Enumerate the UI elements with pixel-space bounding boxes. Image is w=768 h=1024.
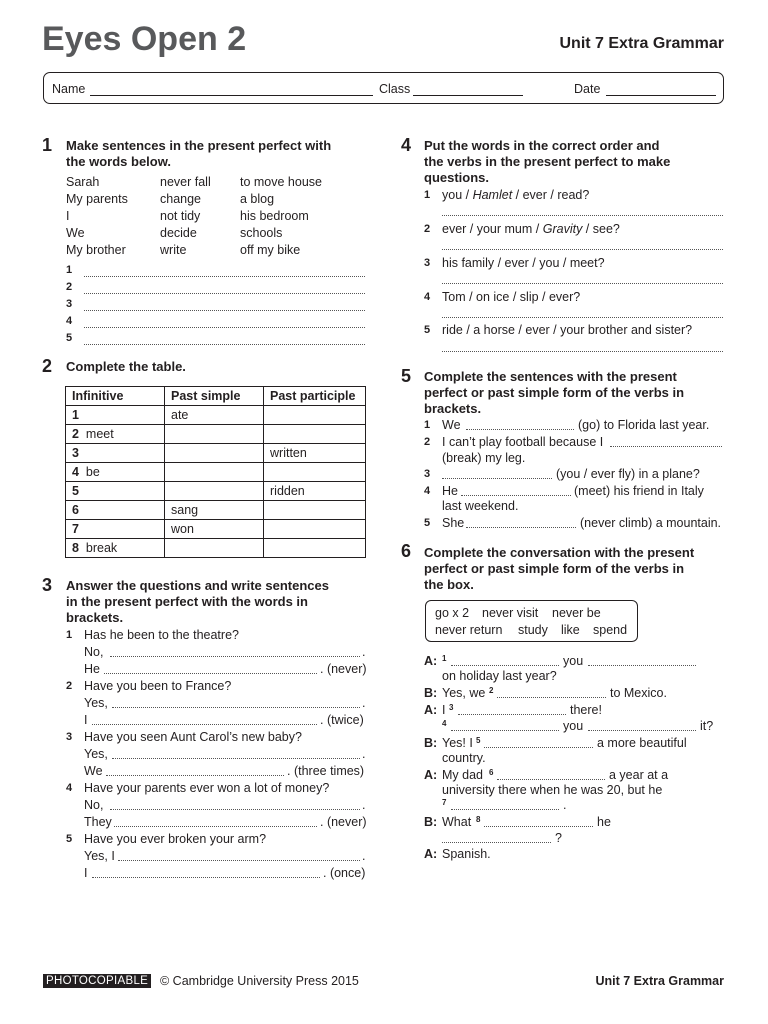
answer-end: . — [362, 849, 366, 863]
photocopiable-badge — [43, 974, 151, 988]
dialogue-text: there! — [570, 703, 602, 717]
table-row — [66, 520, 366, 539]
name-label: Name — [52, 82, 86, 96]
answer-hint: . (three times) — [287, 764, 365, 778]
exercise-5-number: 5 — [401, 366, 412, 386]
word: My parents — [66, 192, 128, 206]
item-number: 5 — [424, 324, 431, 336]
box-word: study — [518, 623, 548, 637]
dialogue-text: What — [442, 815, 472, 829]
table-cell — [66, 501, 165, 520]
instruction-line: brackets. — [424, 401, 482, 416]
prompt-text: you / — [442, 188, 473, 202]
word: never fall — [160, 175, 211, 189]
answer-line[interactable] — [442, 283, 723, 284]
item-number: 1 — [66, 264, 73, 276]
answer-blank[interactable] — [458, 714, 566, 715]
answer-blank[interactable] — [484, 747, 593, 748]
item-number: 5 — [66, 833, 73, 845]
row-number: 8 — [72, 541, 79, 555]
answer-start: We — [84, 764, 103, 778]
row-number: 4 — [72, 465, 79, 479]
sentence-start: She — [442, 516, 465, 530]
dialogue-text: university there when he was 20, but he — [442, 783, 663, 797]
table-cell — [66, 520, 165, 539]
sentence-end: (break) my leg. — [442, 451, 526, 465]
name-field[interactable] — [90, 95, 373, 96]
item-number: 1 — [424, 419, 431, 431]
cell-value: meet — [85, 427, 114, 441]
item-number: 4 — [424, 291, 431, 303]
word: not tidy — [160, 209, 201, 223]
dialogue-text: Spanish. — [442, 847, 491, 861]
answer-line[interactable] — [92, 724, 317, 725]
item-number: 5 — [66, 332, 73, 344]
class-field[interactable] — [413, 95, 523, 96]
table-cell — [66, 406, 165, 425]
box-word: spend — [593, 623, 628, 637]
box-word: never visit — [482, 606, 539, 620]
table-cell[interactable] — [264, 425, 366, 444]
table-row — [66, 482, 366, 501]
instruction-line: Complete the conversation with the present — [424, 545, 695, 560]
answer-end: . — [362, 747, 366, 761]
answer-start: Yes, I — [84, 849, 115, 863]
question-text: Have your parents ever won a lot of money? — [84, 781, 330, 795]
answer-line[interactable] — [442, 215, 723, 216]
cell-value: be — [85, 465, 100, 479]
speaker-label: B: — [424, 686, 438, 700]
instruction-line: Make sentences in the present perfect with — [66, 138, 332, 153]
item-number: 2 — [66, 680, 73, 692]
sentence-end: (never climb) a mountain. — [580, 516, 722, 530]
answer-line[interactable] — [114, 826, 317, 827]
row-number: 2 — [72, 427, 79, 441]
answer-end: . — [362, 645, 366, 659]
item-number: 4 — [66, 782, 73, 794]
item-number: 3 — [424, 468, 431, 480]
column-header: Infinitive — [66, 387, 165, 406]
table-header-row — [66, 387, 366, 406]
speaker-label: B: — [424, 736, 438, 750]
date-field[interactable] — [606, 95, 716, 96]
answer-blank[interactable] — [461, 495, 571, 496]
exercise-2-number: 2 — [42, 356, 53, 376]
instruction-line: the words below. — [66, 154, 171, 169]
answer-blank[interactable] — [451, 665, 559, 666]
dialogue-text: a year at a — [609, 768, 669, 782]
gap-number: 3 — [449, 703, 454, 712]
sentence-end: (go) to Florida last year. — [578, 418, 710, 432]
question-prompt: Tom / on ice / slip / ever? — [442, 290, 581, 304]
gap-number: 7 — [442, 798, 447, 807]
prompt-title: Gravity — [542, 222, 583, 236]
row-number: 7 — [72, 522, 79, 536]
row-number: 3 — [72, 446, 79, 460]
class-label: Class — [379, 82, 411, 96]
speaker-label: A: — [424, 768, 438, 782]
gap-number: 8 — [476, 815, 481, 824]
dialogue-text: you — [563, 654, 584, 668]
answer-line[interactable] — [84, 276, 365, 277]
dialogue-text: . — [563, 798, 567, 812]
table-cell[interactable] — [165, 444, 264, 463]
answer-blank[interactable] — [466, 429, 574, 430]
speaker-label: A: — [424, 703, 438, 717]
table-cell[interactable] — [264, 406, 366, 425]
word-column-subjects — [66, 174, 128, 259]
question-text: Have you ever broken your arm? — [84, 832, 267, 846]
word: a blog — [240, 192, 275, 206]
instruction-line: the verbs in the present perfect to make — [424, 154, 671, 169]
instruction-line: perfect or past simple form of the verbs in — [424, 385, 685, 400]
prompt-text: ever / your mum / — [442, 222, 543, 236]
answer-line[interactable] — [104, 673, 317, 674]
table-cell[interactable]: sang — [165, 501, 264, 520]
word: My brother — [66, 243, 126, 257]
answer-line[interactable] — [442, 317, 723, 318]
question-prompt: ride / a horse / ever / your brother and sister? — [442, 323, 693, 337]
question-text: Have you seen Aunt Carol’s new baby? — [84, 730, 302, 744]
verb-table — [65, 386, 366, 558]
word-column-objects — [240, 174, 322, 259]
answer-blank[interactable] — [484, 826, 593, 827]
answer-line[interactable] — [442, 249, 723, 250]
box-word: never return — [435, 623, 503, 637]
dialogue-text: My dad — [442, 768, 483, 782]
table-cell[interactable] — [165, 425, 264, 444]
table-row — [66, 425, 366, 444]
table-cell[interactable]: ridden — [264, 482, 366, 501]
table-cell — [66, 463, 165, 482]
answer-start: I — [84, 866, 88, 880]
instruction-line: perfect or past simple form of the verbs in — [424, 561, 685, 576]
question-prompt — [442, 187, 589, 203]
sentence-start: I can’t play football because I — [442, 435, 604, 449]
item-number: 5 — [424, 517, 431, 529]
instruction-line: questions. — [424, 170, 490, 185]
instruction-line: brackets. — [66, 610, 124, 625]
table-cell — [66, 444, 165, 463]
gap-number: 6 — [489, 768, 494, 777]
dialogue-text: a more beautiful — [597, 736, 687, 750]
prompt-title: Hamlet — [472, 188, 513, 202]
copyright: © Cambridge University Press 2015 — [160, 974, 359, 988]
answer-end: . — [362, 696, 366, 710]
table-row — [66, 501, 366, 520]
exercise-4-number: 4 — [401, 135, 412, 155]
instruction-line: the box. — [424, 577, 474, 592]
answer-blank[interactable] — [466, 527, 576, 528]
word: his bedroom — [240, 209, 309, 223]
answer-line[interactable] — [84, 327, 365, 328]
table-cell — [66, 539, 165, 558]
answer-line[interactable] — [106, 775, 284, 776]
word-box — [425, 600, 638, 642]
answer-blank[interactable] — [442, 842, 551, 843]
word: off my bike — [240, 243, 301, 257]
word: schools — [240, 226, 283, 240]
dialogue-text: on holiday last year? — [442, 669, 557, 683]
table-cell[interactable]: won — [165, 520, 264, 539]
answer-blank[interactable] — [497, 779, 605, 780]
answer-blank[interactable] — [442, 478, 552, 479]
answer-hint: . (twice) — [320, 713, 364, 727]
table-cell[interactable]: written — [264, 444, 366, 463]
box-word: never be — [552, 606, 601, 620]
answer-start: They — [84, 815, 112, 829]
answer-blank[interactable] — [451, 809, 559, 810]
instruction-line: Answer the questions and write sentences — [66, 578, 329, 593]
dialogue-text: Yes! I — [442, 736, 473, 750]
item-number: 1 — [66, 629, 73, 641]
answer-end: . — [362, 798, 366, 812]
speaker-label: B: — [424, 815, 438, 829]
table-cell — [66, 482, 165, 501]
question-text: Has he been to the theatre? — [84, 628, 239, 642]
cell-value: break — [85, 541, 118, 555]
exercise-5-instruction — [424, 369, 724, 417]
exercise-6-number: 6 — [401, 541, 412, 561]
item-number: 2 — [424, 223, 431, 235]
dialogue-text: ? — [555, 831, 562, 845]
word: Sarah — [66, 175, 100, 189]
speaker-label: A: — [424, 654, 438, 668]
dialogue-text: you — [563, 719, 584, 733]
gap-number: 2 — [489, 686, 494, 695]
answer-blank[interactable] — [497, 697, 606, 698]
answer-start: He — [84, 662, 100, 676]
item-number: 2 — [66, 281, 73, 293]
answer-line[interactable] — [110, 809, 360, 810]
dialogue-text: I — [442, 703, 446, 717]
sentence-end: (meet) his friend in Italy — [574, 484, 704, 498]
gap-number: 4 — [442, 719, 447, 728]
answer-line[interactable] — [118, 860, 360, 861]
instruction-line: Put the words in the correct order and — [424, 138, 660, 153]
student-info-box — [43, 72, 724, 104]
word: write — [160, 243, 187, 257]
answer-blank[interactable] — [610, 446, 722, 447]
table-row — [66, 406, 366, 425]
dialogue-text: he — [597, 815, 611, 829]
table-cell[interactable] — [264, 463, 366, 482]
table-cell[interactable] — [264, 520, 366, 539]
item-number: 4 — [66, 315, 73, 327]
table-cell — [66, 425, 165, 444]
column-header: Past participle — [264, 387, 366, 406]
answer-line[interactable] — [442, 351, 723, 352]
exercise-4-instruction — [424, 138, 724, 186]
row-number: 5 — [72, 484, 79, 498]
gap-number: 5 — [476, 736, 481, 745]
table-cell[interactable]: ate — [165, 406, 264, 425]
row-number: 1 — [72, 408, 79, 422]
question-prompt: his family / ever / you / meet? — [442, 256, 605, 270]
answer-start: No, — [84, 798, 104, 812]
box-word: go x 2 — [435, 606, 470, 620]
exercise-6-instruction — [424, 545, 724, 593]
item-number: 3 — [66, 298, 73, 310]
answer-line[interactable] — [92, 877, 320, 878]
exercise-1-instruction — [66, 138, 366, 170]
item-number: 3 — [424, 257, 431, 269]
word: change — [160, 192, 202, 206]
exercise-3-instruction — [66, 578, 366, 626]
box-word: like — [561, 623, 580, 637]
answer-line[interactable] — [84, 293, 365, 294]
instruction-line: in the present perfect with the words in — [66, 594, 308, 609]
word: We — [66, 226, 85, 240]
dialogue-text: Yes, we — [442, 686, 486, 700]
answer-hint: . (never) — [320, 662, 367, 676]
speaker-label: A: — [424, 847, 438, 861]
date-label: Date — [574, 82, 601, 96]
prompt-text: / ever / read? — [512, 188, 590, 202]
answer-start: Yes, — [84, 747, 108, 761]
prompt-text: / see? — [582, 222, 620, 236]
exercise-1-number: 1 — [42, 135, 53, 155]
question-prompt — [442, 221, 620, 237]
word-column-verbs — [160, 174, 211, 259]
item-number: 3 — [66, 731, 73, 743]
exercise-2-instruction: Complete the table. — [66, 359, 186, 374]
answer-start: No, — [84, 645, 104, 659]
table-cell[interactable] — [264, 501, 366, 520]
answer-line[interactable] — [84, 344, 365, 345]
answer-line[interactable] — [84, 310, 365, 311]
footer-unit: Unit 7 Extra Grammar — [595, 974, 724, 988]
table-row — [66, 463, 366, 482]
answer-line[interactable] — [110, 656, 360, 657]
answer-line[interactable] — [112, 707, 360, 708]
table-cell[interactable] — [264, 539, 366, 558]
item-number: 1 — [424, 189, 431, 201]
unit-subtitle: Unit 7 Extra Grammar — [559, 35, 724, 52]
row-number: 6 — [72, 503, 79, 517]
word: to move house — [240, 175, 322, 189]
column-header: Past simple — [165, 387, 264, 406]
answer-blank[interactable] — [588, 665, 696, 666]
item-number: 2 — [424, 436, 431, 448]
table-cell[interactable] — [165, 463, 264, 482]
page-title: Eyes Open 2 — [42, 20, 247, 58]
word: I — [66, 209, 70, 223]
answer-hint: . (never) — [320, 815, 367, 829]
answer-start: Yes, — [84, 696, 108, 710]
word: decide — [160, 226, 197, 240]
item-number: 4 — [424, 485, 431, 497]
answer-hint: . (once) — [323, 866, 366, 880]
sentence-end: last weekend. — [442, 499, 519, 513]
table-cell[interactable] — [165, 539, 264, 558]
dialogue-text: country. — [442, 751, 486, 765]
answer-blank[interactable] — [451, 730, 559, 731]
question-text: Have you been to France? — [84, 679, 232, 693]
sentence-start: He — [442, 484, 458, 498]
dialogue-text: it? — [700, 719, 714, 733]
table-row — [66, 444, 366, 463]
answer-line[interactable] — [112, 758, 360, 759]
sentence-start: We — [442, 418, 461, 432]
answer-blank[interactable] — [588, 730, 696, 731]
sentence-end: (you / ever fly) in a plane? — [556, 467, 700, 481]
gap-number: 1 — [442, 654, 447, 663]
answer-start: I — [84, 713, 88, 727]
exercise-3-number: 3 — [42, 575, 53, 595]
badge-text: PHOTOCOPIABLE — [46, 975, 149, 987]
table-row — [66, 539, 366, 558]
dialogue-text: to Mexico. — [610, 686, 667, 700]
table-cell[interactable] — [165, 482, 264, 501]
instruction-line: Complete the sentences with the present — [424, 369, 677, 384]
